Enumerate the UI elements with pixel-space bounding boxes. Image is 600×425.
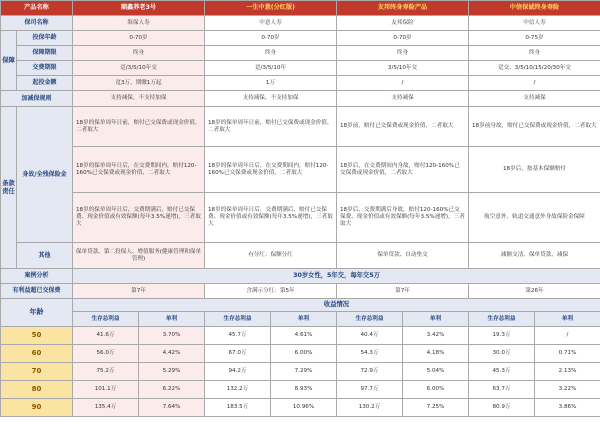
product-name-4: 中信保诚终身寿险 bbox=[469, 1, 600, 16]
returns-sub-simple: 单利 bbox=[535, 312, 600, 327]
clause-other-value: 保单贷款、自动垫交 bbox=[337, 243, 469, 269]
returns-row bbox=[1, 327, 600, 345]
returns-cell: 135.4万 bbox=[73, 399, 139, 417]
returns-age: 70 bbox=[1, 363, 73, 381]
basic-value: 0-70岁 bbox=[205, 31, 337, 46]
addon-value: 支持减保，不支持加保 bbox=[205, 91, 337, 107]
basic-value: 终身 bbox=[205, 46, 337, 61]
returns-cell: 45.3万 bbox=[469, 363, 535, 381]
returns-cell: 0.71% bbox=[535, 345, 600, 363]
clause-text: 航空意外、轨道交通意外身故保险金保障 bbox=[469, 193, 600, 243]
basic-value: 趸/3/5/10年交 bbox=[73, 61, 205, 76]
returns-cell: 7.25% bbox=[403, 399, 469, 417]
returns-age: 90 bbox=[1, 399, 73, 417]
case-text: 30岁女性，5年交，每年交5万 bbox=[73, 269, 600, 284]
returns-cell: 3.42% bbox=[403, 327, 469, 345]
clause-text: 18岁的保单周年日前，赔付已交保费或现金价值，二者取大 bbox=[73, 107, 205, 147]
returns-cell: 63.7万 bbox=[469, 381, 535, 399]
product-name-1: 顺鑫养老3号 bbox=[73, 1, 205, 16]
returns-sub-simple: 单利 bbox=[139, 312, 205, 327]
breakeven-value: 第26年 bbox=[469, 284, 600, 299]
clause-text: 18岁的保单周年日前，赔付已交保费或现金价值，二者取大 bbox=[205, 107, 337, 147]
insurer-value: 中意人寿 bbox=[205, 16, 337, 31]
breakeven-value: 含满示分红：第5年 bbox=[205, 284, 337, 299]
returns-row bbox=[1, 381, 600, 399]
returns-cell: 5.29% bbox=[139, 363, 205, 381]
breakeven-value: 第7年 bbox=[73, 284, 205, 299]
clause-text: 18岁的保单周年日后，交费期满后，赔付已交保费、现金价值或有效保额(每年3.5%递增)，三者取大 bbox=[73, 193, 205, 243]
returns-cell: 10.96% bbox=[271, 399, 337, 417]
returns-sub-total: 生存总利益 bbox=[73, 312, 139, 327]
returns-cell: 7.64% bbox=[139, 399, 205, 417]
returns-cell: 56.0万 bbox=[73, 345, 139, 363]
basic-value: 趸3万，期缴1万起 bbox=[73, 76, 205, 91]
returns-cell: 19.3万 bbox=[469, 327, 535, 345]
returns-row bbox=[1, 399, 600, 417]
product-name-2: 一生中意(分红版) bbox=[205, 1, 337, 16]
returns-sub-total: 生存总利益 bbox=[469, 312, 535, 327]
basic-value: 趸交、3/5/10/15/20/30年交 bbox=[469, 61, 600, 76]
basic-value: 3/5/10年交 bbox=[337, 61, 469, 76]
clause-text: 18岁的保单周年日后，在交费期间内，赔付120-160%已交保费或现金价值，二者取大 bbox=[73, 147, 205, 193]
returns-cell: 3.22% bbox=[535, 381, 600, 399]
returns-row bbox=[1, 345, 600, 363]
returns-sub-total: 生存总利益 bbox=[205, 312, 271, 327]
returns-cell: 132.2万 bbox=[205, 381, 271, 399]
clause-row bbox=[1, 107, 600, 147]
returns-cell: 6.22% bbox=[139, 381, 205, 399]
basic-section-label: 保障 bbox=[1, 31, 17, 91]
insurer-row bbox=[1, 16, 600, 31]
basic-value: 趸/3/5/10年 bbox=[205, 61, 337, 76]
returns-cell: 130.2万 bbox=[337, 399, 403, 417]
returns-cell: 67.0万 bbox=[205, 345, 271, 363]
basic-row-label: 起投金额 bbox=[17, 76, 73, 91]
clause-other-row bbox=[1, 243, 600, 269]
returns-subheader-row bbox=[1, 312, 600, 327]
returns-sub-simple: 单利 bbox=[403, 312, 469, 327]
clause-row bbox=[1, 147, 600, 193]
returns-cell: 75.2万 bbox=[73, 363, 139, 381]
clause-other-label: 其他 bbox=[17, 243, 73, 269]
returns-age: 60 bbox=[1, 345, 73, 363]
returns-cell: 97.7万 bbox=[337, 381, 403, 399]
basic-row bbox=[1, 76, 600, 91]
returns-cell: 8.93% bbox=[271, 381, 337, 399]
returns-cell: 6.00% bbox=[271, 345, 337, 363]
basic-value: / bbox=[337, 76, 469, 91]
returns-cell: 4.61% bbox=[271, 327, 337, 345]
basic-value: 0-75岁 bbox=[469, 31, 600, 46]
returns-cell: 54.3万 bbox=[337, 345, 403, 363]
returns-cell: 41.6万 bbox=[73, 327, 139, 345]
returns-cell: 80.9万 bbox=[469, 399, 535, 417]
insurer-value: 海保人寿 bbox=[73, 16, 205, 31]
clause-text: 18岁后，交费期满后身故，赔付120-160%已交保费、现金价值或有效保额(每年3.5%递增)，三者取大 bbox=[337, 193, 469, 243]
addon-value: 支持减保 bbox=[337, 91, 469, 107]
insurer-value: 友邦保险 bbox=[337, 16, 469, 31]
returns-cell: 72.9万 bbox=[337, 363, 403, 381]
addon-value: 支持减保，不支持加保 bbox=[73, 91, 205, 107]
returns-cell: 94.2万 bbox=[205, 363, 271, 381]
clause-text: 18岁的保单周年日后，交费期满后，赔付已交保费、现金价值或有效保额(每年3.5%递增)，三者取大 bbox=[205, 193, 337, 243]
addon-value: 支持减保 bbox=[469, 91, 600, 107]
returns-age-label: 年龄 bbox=[1, 299, 73, 327]
clause-text: 18岁前，赔付已交保费或现金价值，二者取大 bbox=[337, 107, 469, 147]
clause-section-label: 条款责任 bbox=[1, 107, 17, 269]
returns-sub-total: 生存总利益 bbox=[337, 312, 403, 327]
returns-cell: 45.7万 bbox=[205, 327, 271, 345]
basic-value: 终身 bbox=[73, 46, 205, 61]
basic-value: 终身 bbox=[337, 46, 469, 61]
returns-cell: 4.18% bbox=[403, 345, 469, 363]
returns-cell: 30.0万 bbox=[469, 345, 535, 363]
case-row bbox=[1, 269, 600, 284]
returns-cell: 2.13% bbox=[535, 363, 600, 381]
clause-row bbox=[1, 193, 600, 243]
breakeven-row bbox=[1, 284, 600, 299]
returns-cell: 183.5万 bbox=[205, 399, 271, 417]
basic-row bbox=[1, 46, 600, 61]
case-label: 案例分析 bbox=[1, 269, 73, 284]
clause-other-value: 有分红：保额分红 bbox=[205, 243, 337, 269]
header-row bbox=[1, 1, 600, 16]
returns-age: 80 bbox=[1, 381, 73, 399]
returns-cell: 40.4万 bbox=[337, 327, 403, 345]
returns-title: 收益情况 bbox=[73, 299, 600, 312]
basic-value: / bbox=[469, 76, 600, 91]
product-name-3: 友邦终身寿险产品 bbox=[337, 1, 469, 16]
clause-text: 18岁后，在交费期间内身故，赔付120-160%已交保费或现金价值，二者取大 bbox=[337, 147, 469, 193]
basic-row-label: 交费期限 bbox=[17, 61, 73, 76]
returns-cell: / bbox=[535, 327, 600, 345]
clause-other-value: 保单贷款、第二投保人、增值服务(健康管理和保单管理) bbox=[73, 243, 205, 269]
returns-cell: 4.42% bbox=[139, 345, 205, 363]
basic-row-label: 保障期限 bbox=[17, 46, 73, 61]
basic-value: 终身 bbox=[469, 46, 600, 61]
clause-text: 18岁后，按基本保额赔付 bbox=[469, 147, 600, 193]
basic-row bbox=[1, 31, 600, 46]
basic-value: 1万 bbox=[205, 76, 337, 91]
returns-cell: 3.70% bbox=[139, 327, 205, 345]
addon-row bbox=[1, 91, 600, 107]
returns-title-row bbox=[1, 299, 600, 312]
returns-age: 50 bbox=[1, 327, 73, 345]
clause-text: 18岁的保单周年日后，在交费期间内，赔付120-160%已交保费或现金价值，二者取大 bbox=[205, 147, 337, 193]
insurer-value: 中信人寿 bbox=[469, 16, 600, 31]
basic-value: 0-70岁 bbox=[337, 31, 469, 46]
addon-label: 加减保规则 bbox=[1, 91, 73, 107]
returns-cell: 3.86% bbox=[535, 399, 600, 417]
breakeven-label: 有利益超已交保费 bbox=[1, 284, 73, 299]
returns-row bbox=[1, 363, 600, 381]
insurer-label: 保司名称 bbox=[1, 16, 73, 31]
basic-row bbox=[1, 61, 600, 76]
returns-cell: 7.29% bbox=[271, 363, 337, 381]
clause-text: 18岁前身故，赔付已交保费或现金价值，二者取大 bbox=[469, 107, 600, 147]
returns-cell: 6.00% bbox=[403, 381, 469, 399]
breakeven-value: 第7年 bbox=[337, 284, 469, 299]
returns-sub-simple: 单利 bbox=[271, 312, 337, 327]
product-name-label: 产品名称 bbox=[1, 1, 73, 16]
clause-other-value: 减额交清、保单贷款、减保 bbox=[469, 243, 600, 269]
basic-value: 0-70岁 bbox=[73, 31, 205, 46]
clause-main-label: 身故/全残保险金 bbox=[17, 107, 73, 243]
basic-row-label: 投保年龄 bbox=[17, 31, 73, 46]
returns-cell: 101.1万 bbox=[73, 381, 139, 399]
returns-cell: 5.04% bbox=[403, 363, 469, 381]
